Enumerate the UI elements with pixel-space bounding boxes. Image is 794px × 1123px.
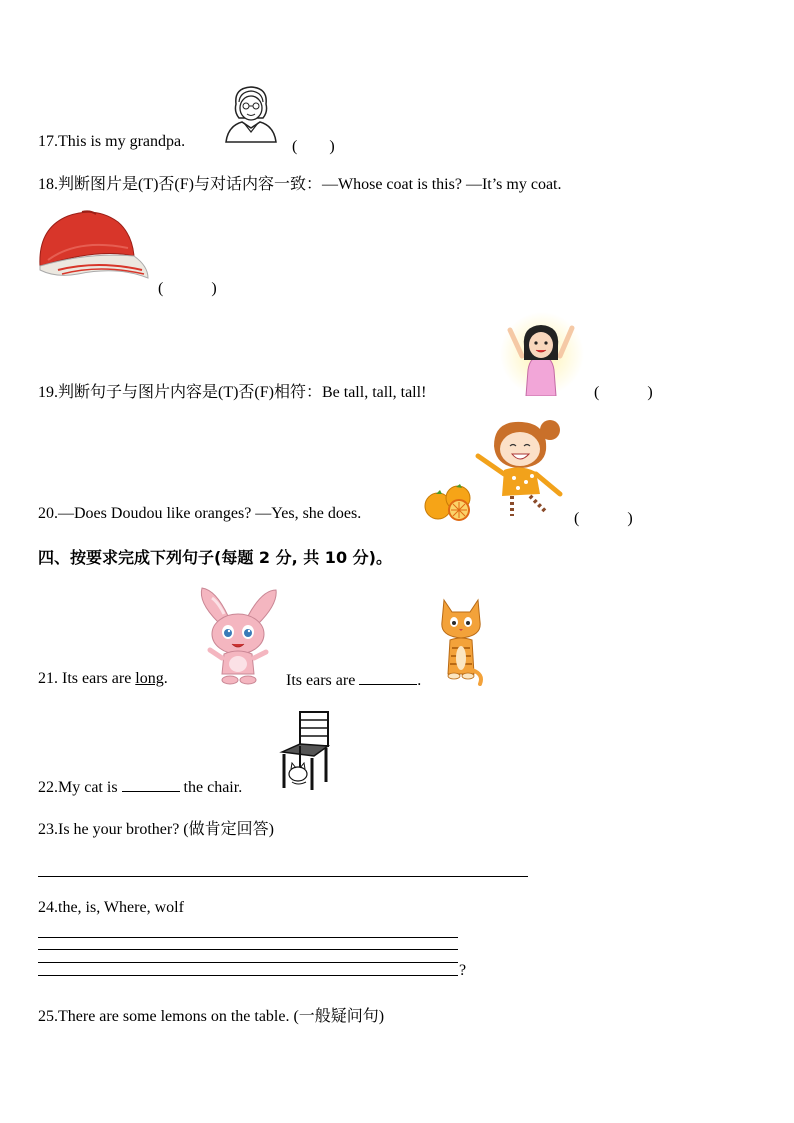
question-23: 23.Is he your brother? (做肯定回答) xyxy=(38,821,274,838)
question-22 xyxy=(38,777,242,797)
oranges-image xyxy=(422,482,474,522)
girl-arms-up-image xyxy=(500,312,584,396)
question-20: 20.—Does Doudou like oranges? —Yes, she does. xyxy=(38,505,362,522)
cap-image xyxy=(38,208,150,288)
answer-bracket-17[interactable]: ( ) xyxy=(292,138,335,155)
answer-line-24-1[interactable] xyxy=(38,937,458,938)
question-21 xyxy=(38,670,168,688)
answer-blank-21[interactable] xyxy=(359,670,417,685)
question-24-end-mark: ? xyxy=(459,962,467,979)
question-24: 24.the, is, Where, wolf xyxy=(38,899,184,916)
question-21-prefix: 21. Its ears are xyxy=(38,670,136,687)
question-22-prefix: 22.My cat is xyxy=(38,779,118,796)
answer-line-24-3[interactable] xyxy=(38,962,458,963)
cat-image xyxy=(436,596,486,686)
answer-line-24-2[interactable] xyxy=(38,949,458,950)
answer-bracket-18[interactable]: ( ) xyxy=(158,280,217,297)
answer-bracket-19[interactable]: ( ) xyxy=(594,384,653,401)
doudou-girl-image xyxy=(474,416,566,520)
question-21-second-text: Its ears are xyxy=(286,672,356,689)
question-21-suffix: . xyxy=(163,670,168,687)
question-22-suffix: the chair. xyxy=(183,779,243,796)
question-25: 25.There are some lemons on the table. (一般疑问句) xyxy=(38,1008,385,1025)
question-21-part-2 xyxy=(286,670,421,690)
rabbit-image xyxy=(196,584,282,686)
chair-with-cat-image xyxy=(278,710,334,792)
answer-line-24-4[interactable] xyxy=(38,975,458,976)
question-21-end: . xyxy=(417,672,422,689)
question-18: 18.判断图片是(T)否(F)与对话内容一致：—Whose coat is this? —It’s my coat. xyxy=(38,176,562,193)
answer-line-23[interactable] xyxy=(38,876,528,877)
section-4-title: 四、按要求完成下列句子(每题 2 分, 共 10 分)。 xyxy=(38,548,392,567)
question-21-underlined-word: long xyxy=(135,670,164,687)
question-19: 19.判断句子与图片内容是(T)否(F)相符：Be tall, tall, tall! xyxy=(38,384,427,401)
question-17 xyxy=(38,133,185,151)
question-17-text: 17.This is my grandpa. xyxy=(38,133,186,150)
answer-bracket-20[interactable]: ( ) xyxy=(574,510,633,527)
answer-blank-22[interactable] xyxy=(122,777,180,792)
grandpa-image xyxy=(222,82,280,144)
